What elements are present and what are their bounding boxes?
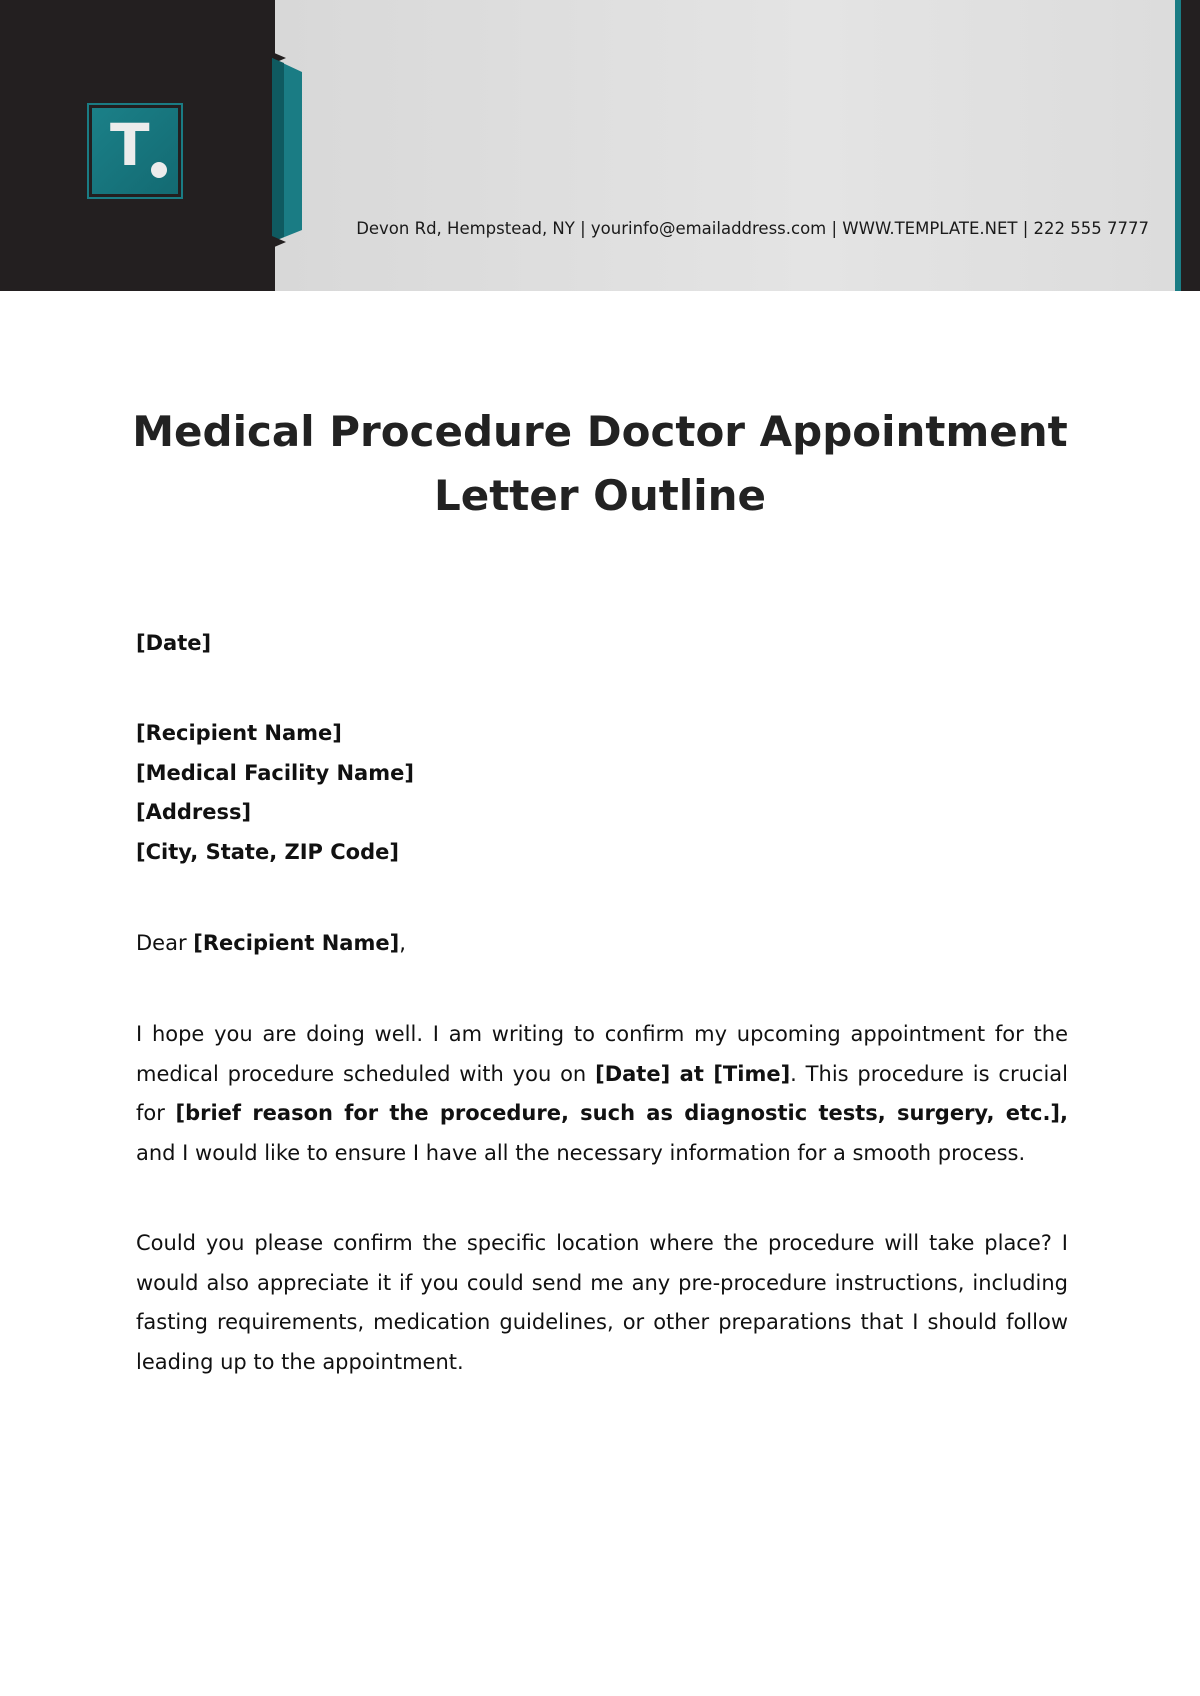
paragraph-1-text-b: . This procedure is crucial for <box>136 1061 1068 1125</box>
company-logo <box>87 103 183 199</box>
recipient-city-state-zip: [City, State, ZIP Code] <box>136 839 399 864</box>
header-ribbon-decoration <box>272 52 302 248</box>
logo-dot <box>151 162 167 178</box>
header-right-edge <box>1181 0 1200 291</box>
salutation-name: [Recipient Name] <box>193 931 400 955</box>
paragraph-1-procedure-reason: [brief reason for the procedure, such as diagnostic tests, surgery, etc.], <box>175 1101 1068 1125</box>
contact-info: Devon Rd, Hempstead, NY | yourinfo@emailaddress.com | WWW.TEMPLATE.NET | 222 555 7777 <box>356 219 1149 238</box>
recipient-address-block <box>136 714 1068 872</box>
body-paragraph-1 <box>136 1015 1068 1173</box>
paragraph-1-text-c: and I would like to ensure I have all the necessary information for a smooth process. <box>136 1140 1026 1165</box>
document-title <box>100 400 1100 528</box>
paragraph-1-text-a: I hope you are doing well. I am writing to confirm my upcoming appointment for the medical procedure scheduled with you on <box>136 1022 1068 1086</box>
salutation <box>136 924 1068 964</box>
title-line-1: Medical Procedure Doctor Appointment <box>132 407 1068 456</box>
paragraph-1-date-time: [Date] at [Time] <box>595 1061 791 1086</box>
body-paragraph-2: Could you please confirm the specific location where the procedure will take place? I would also appreciate it if you could send me any pre-procedure instructions, including fasting requirements, medication guidelines, or other preparations that I should follow leading up to the appointment. <box>136 1231 1068 1374</box>
letter-date: [Date] <box>136 631 212 655</box>
salutation-prefix: Dear <box>136 931 194 955</box>
recipient-address: [Address] <box>136 800 252 824</box>
letterhead-header <box>0 0 1200 291</box>
template-logo-icon <box>92 108 178 194</box>
header-light-panel <box>275 0 1176 291</box>
salutation-suffix: , <box>399 931 406 955</box>
medical-facility-name: [Medical Facility Name] <box>136 760 414 785</box>
recipient-name: [Recipient Name] <box>136 721 342 745</box>
logo-letter: T <box>110 111 150 179</box>
title-line-2: Letter Outline <box>433 471 767 520</box>
